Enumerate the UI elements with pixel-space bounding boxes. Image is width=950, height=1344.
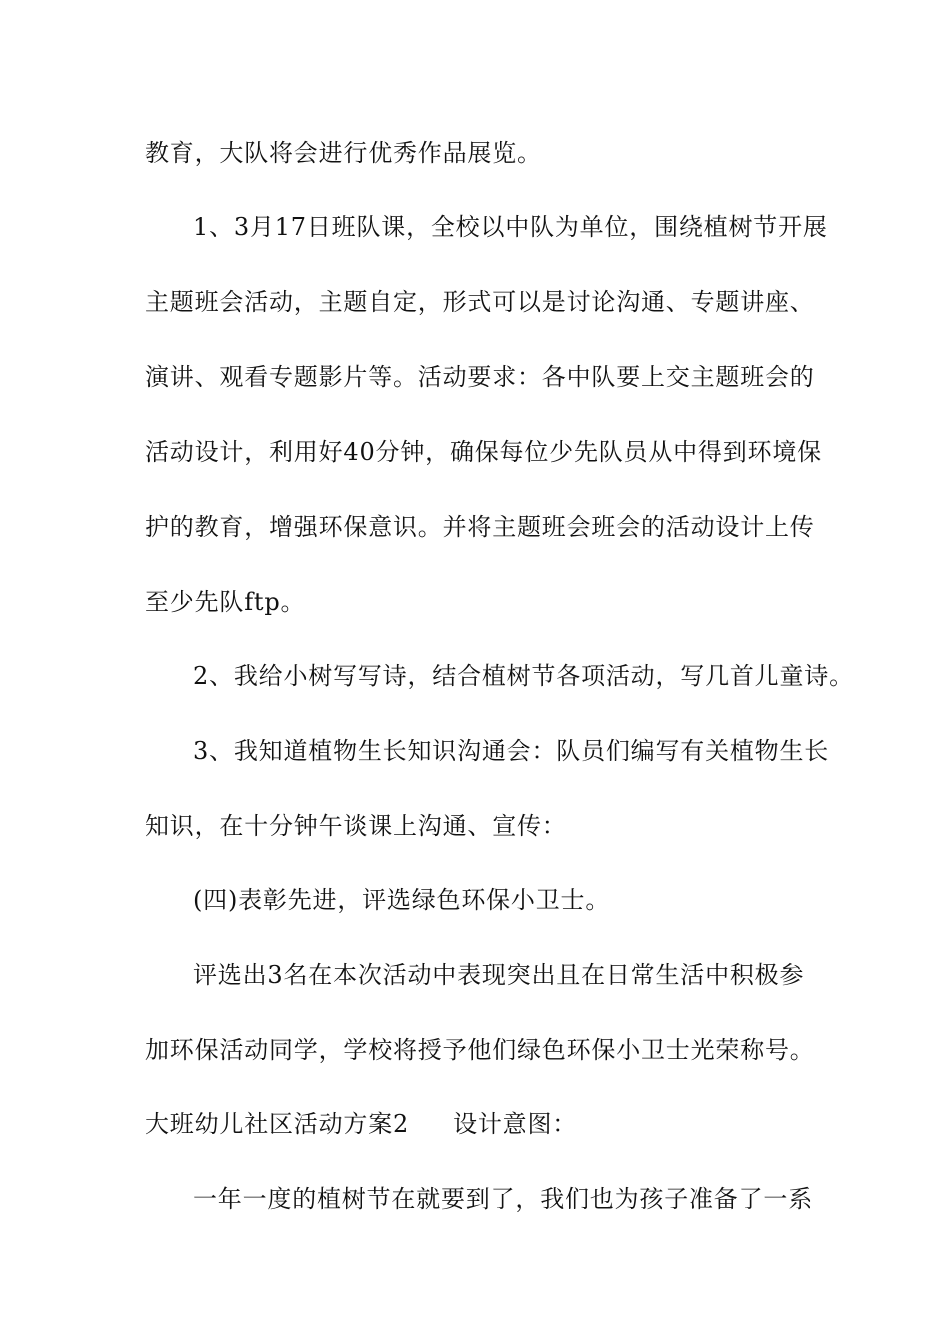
text-line-2: 1、3月17日班队课，全校以中队为单位，围绕植树节开展 — [193, 213, 828, 241]
text-line-last: 一年一度的植树节在就要到了，我们也为孩子准备了一系 — [193, 1185, 813, 1213]
text-line-6: 护的教育，增强环保意识。并将主题班会班会的活动设计上传 — [145, 513, 815, 541]
text-line-13: 加环保活动同学，学校将授予他们绿色环保小卫士光荣称号。 — [145, 1036, 815, 1064]
text-line-12: 评选出3名在本次活动中表现突出且在日常生活中积极参 — [193, 961, 805, 989]
section-heading — [145, 1109, 577, 1139]
text-line-7: 至少先队ftp。 — [145, 588, 306, 616]
heading-label: 设计意图： — [453, 1110, 578, 1138]
heading-title: 大班幼儿社区活动方案2 — [145, 1110, 410, 1138]
text-line-1: 教育，大队将会进行优秀作品展览。 — [145, 139, 542, 167]
text-line-10: 知识，在十分钟午谈课上沟通、宣传： — [145, 812, 567, 840]
text-line-11: (四)表彰先进，评选绿色环保小卫士。 — [193, 886, 611, 914]
text-line-5: 活动设计，利用好40分钟，确保每位少先队员从中得到环境保 — [145, 438, 822, 466]
text-line-8: 2、我给小树写写诗，结合植树节各项活动，写几首儿童诗。 — [193, 662, 854, 690]
text-line-3: 主题班会活动，主题自定，形式可以是讨论沟通、专题讲座、 — [145, 288, 815, 316]
text-line-4: 演讲、观看专题影片等。活动要求：各中队要上交主题班会的 — [145, 363, 815, 391]
text-line-9: 3、我知道植物生长知识沟通会：队员们编写有关植物生长 — [193, 737, 830, 765]
